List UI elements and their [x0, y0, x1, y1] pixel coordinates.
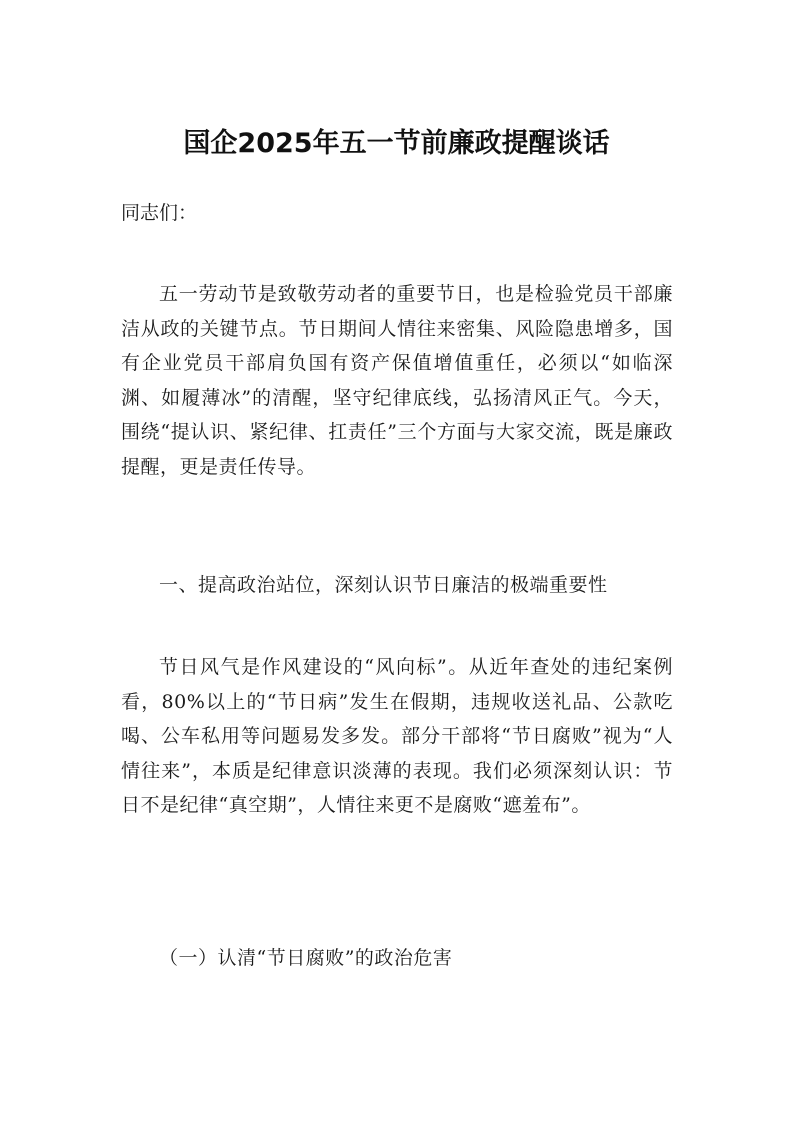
paragraph-section-1: 节日风气是作风建设的“风向标”。从近年查处的违纪案例看，80%以上的“节日病”发生在假期，违规收送礼品、公款吃喝、公车私用等问题易发多发。部分干部将“节日腐败”视为“人情往来”，本质是纪律意识淡薄的表现。我们必须深刻认识：节日不是纪律“真空期”，人情往来更不是腐败“遮羞布”。 — [121, 656, 673, 817]
section-heading-1: 一、提高政治站位，深刻认识节日廉洁的极端重要性 — [159, 574, 608, 596]
paragraph-intro: 五一劳动节是致敬劳动者的重要节日，也是检验党员干部廉洁从政的关键节点。节日期间人情往来密集、风险隐患增多，国有企业党员干部肩负国有资产保值增值重任，必须以“如临深渊、如履薄冰”的清醒，坚守纪律底线，弘扬清风正气。今天，围绕“提认识、紧纪律、扛责任”三个方面与大家交流，既是廉政提醒，更是责任传导。 — [121, 283, 673, 478]
subsection-heading-1: （一）认清“节日腐败”的政治危害 — [159, 947, 453, 969]
document-title: 国企2025年五一节前廉政提醒谈话 — [183, 128, 610, 159]
salutation: 同志们： — [121, 202, 198, 224]
